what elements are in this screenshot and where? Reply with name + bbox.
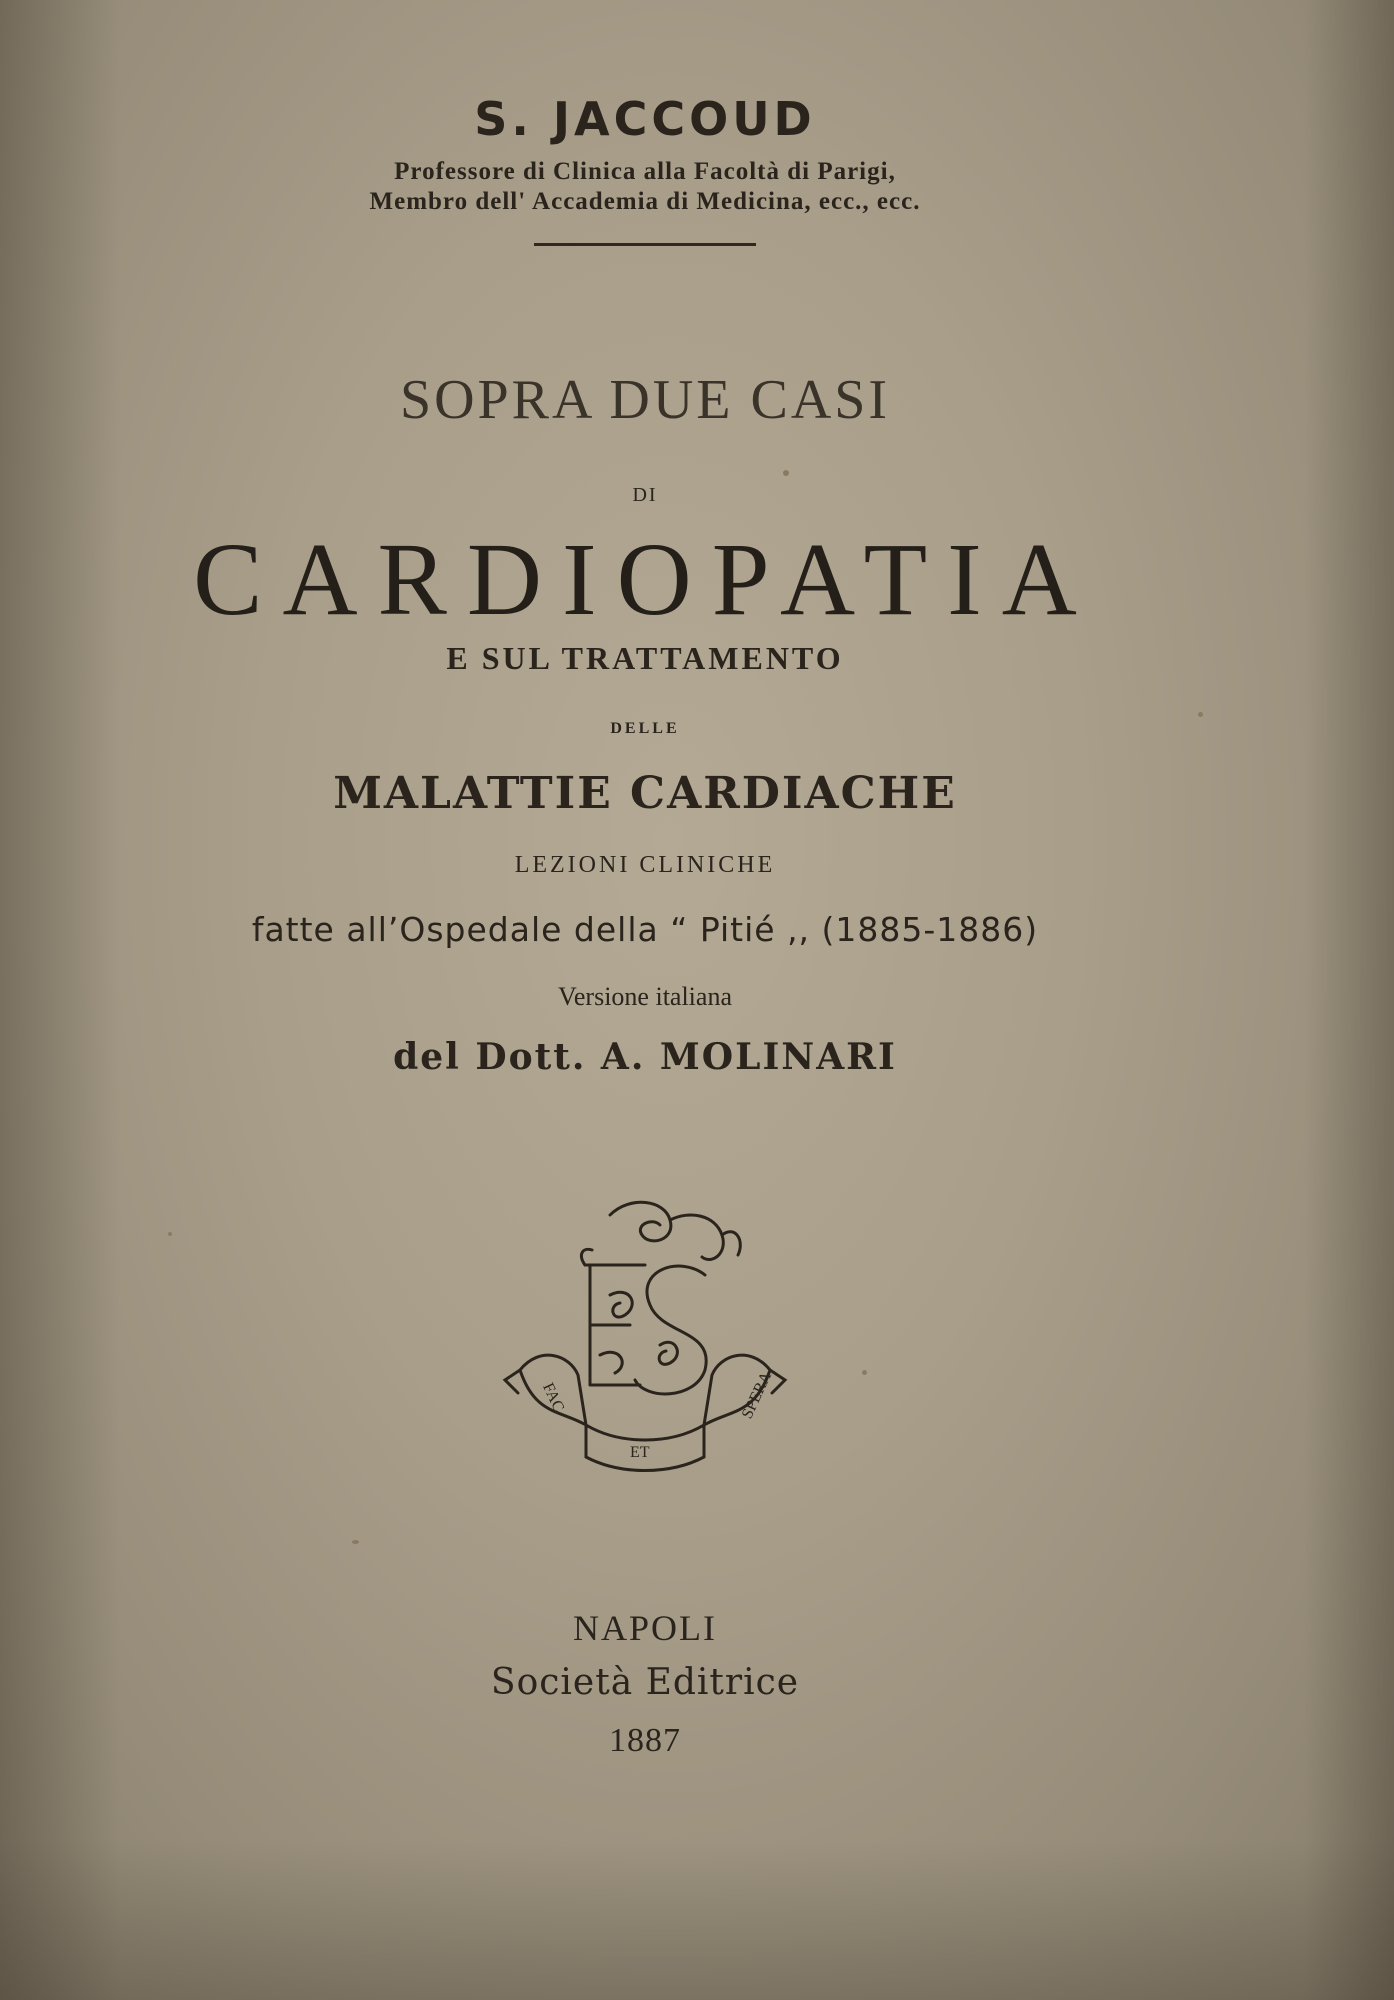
header-rule [534, 243, 756, 246]
subtitle: LEZIONI CLINICHE [514, 852, 776, 878]
paper-speck [352, 1540, 359, 1544]
page-shadow-bottom [0, 1840, 1394, 2000]
page-shadow-right [1304, 0, 1394, 2000]
emblem-motto-et: ET [630, 1444, 650, 1461]
translation-note: Versione italiana [558, 982, 732, 1011]
paper-speck [1198, 712, 1203, 717]
imprint-city: NAPOLI [573, 1608, 717, 1648]
author-affiliation-line-2: Membro dell' Accademia di Medicina, ecc., ecc. [369, 188, 921, 215]
author-affiliation-line-1: Professore di Clinica alla Facoltà di Parigi, [394, 158, 896, 185]
imprint-publisher: Società Editrice [490, 1662, 800, 1703]
paper-speck [862, 1370, 867, 1375]
title-line-2: E SUL TRATTAMENTO [446, 640, 844, 676]
emblem-motto-spera: SPERA [738, 1369, 776, 1422]
publisher-monogram-icon [490, 1195, 800, 1475]
paper-speck [168, 1232, 172, 1236]
title-connector-delle: DELLE [610, 720, 680, 737]
emblem-motto-fac: FAC [539, 1380, 568, 1415]
author-name: S. JACCOUD [474, 92, 816, 146]
title-line-1: SOPRA DUE CASI [399, 369, 891, 431]
paper-speck [783, 470, 789, 476]
title-line-3: MALATTIE CARDIACHE [333, 768, 957, 819]
title-connector-di: DI [632, 484, 658, 506]
lectures-note: fatte all’Ospedale della “ Pitié ,, (1885-1886) [251, 910, 1039, 949]
title-main: CARDIOPATIA [193, 522, 1097, 637]
translator: del Dott. A. MOLINARI [393, 1036, 897, 1078]
imprint-year: 1887 [609, 1722, 681, 1759]
